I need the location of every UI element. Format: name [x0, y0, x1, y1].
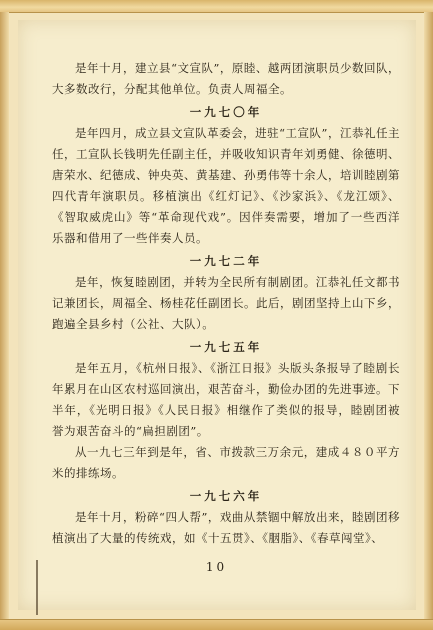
scroll-top-edge	[0, 0, 433, 13]
scroll-bottom-edge	[0, 619, 433, 630]
scroll-left-edge	[0, 12, 9, 620]
year-heading: 一九七六年	[189, 489, 263, 503]
year-heading: 一九七五年	[189, 340, 263, 354]
paragraph: 从一九七三年到是年，省、市拨款三万余元，建成４８０平方米的排练场。	[52, 445, 400, 480]
paragraph: 是年十月，粉碎“四人帮”，戏曲从禁锢中解放出来，睦剧团移植演出了大量的传统戏，如《十五贯》、《胭脂》、《春草闯堂》、	[52, 510, 400, 545]
scroll-right-edge	[424, 12, 433, 620]
paragraph: 是年十月，建立县“文宣队”，原睦、越两团演职员少数回队，大多数改行，分配其他单位。负责人周福全。	[52, 61, 400, 96]
paragraph: 是年五月，《杭州日报》、《浙江日报》头版头条报导了睦剧长年累月在山区农村巡回演出，艰苦奋斗，勤俭办团的先进事迹。下半年，《光明日报》《人民日报》相继作了类似的报导，睦剧团被誉为艰苦奋斗的“扁担剧团”。	[52, 361, 400, 438]
year-heading: 一九七〇年	[189, 105, 263, 119]
document-body	[52, 58, 400, 549]
paragraph: 是年四月，成立县文宣队革委会，进驻“工宣队”，江恭礼任主任，工宣队长钱明先任副主任，并吸收知识青年刘勇健、徐德明、唐荣水、纪德成、钟央英、黄基建、孙勇伟等十余人，培训睦剧第四代青年演职员。移植演出《红灯记》、《沙家浜》、《龙江颂》、《智取威虎山》等“革命现代戏”。因伴奏需要，增加了一些西洋乐器和借用了一些伴奏人员。	[52, 126, 400, 245]
year-heading: 一九七二年	[189, 254, 263, 268]
paragraph: 是年，恢复睦剧团，并转为全民所有制剧团。江恭礼任文都书记兼团长，周福全、杨桂花任副团长。此后，剧团坚持上山下乡，跑遍全县乡村（公社、大队）。	[52, 275, 400, 331]
page-number: 10	[205, 560, 228, 574]
